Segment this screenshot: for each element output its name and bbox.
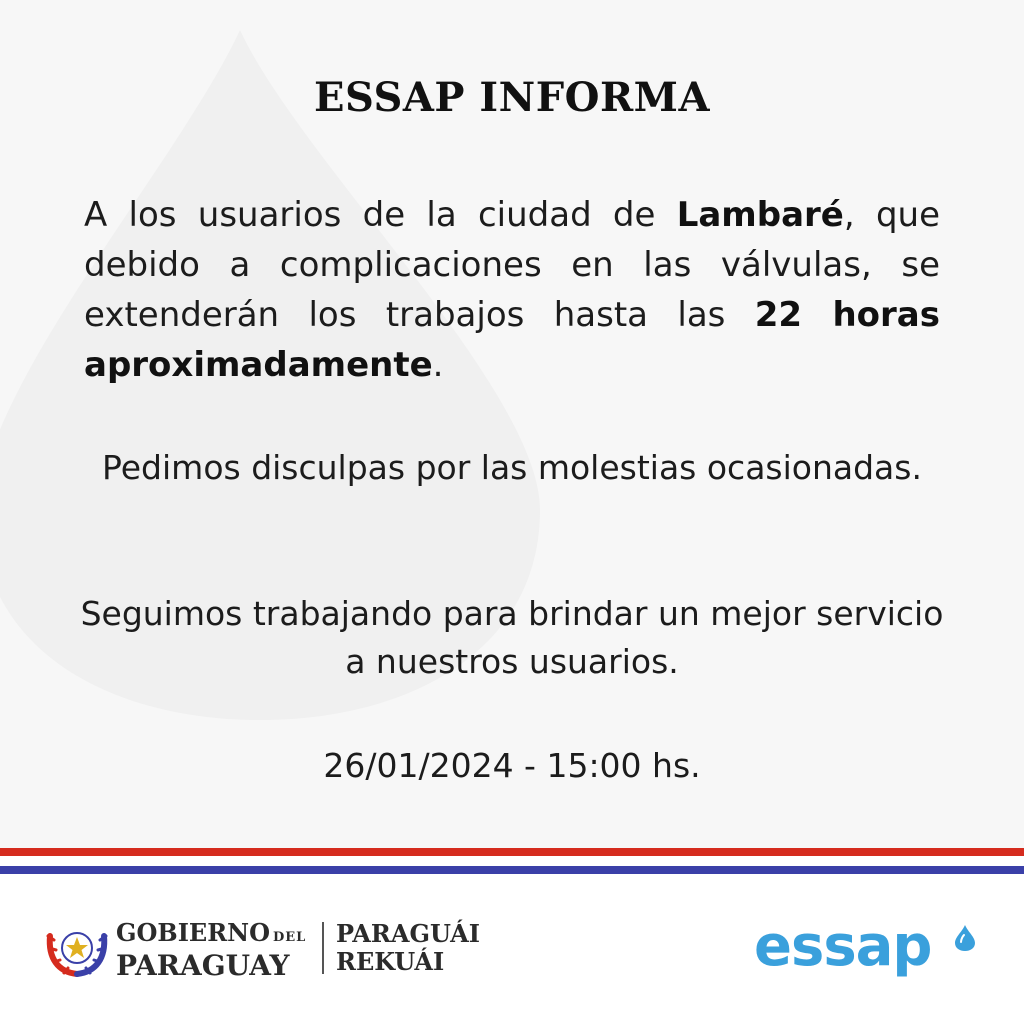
intro-text-end: . bbox=[432, 345, 444, 385]
apology-paragraph: Pedimos disculpas por las molestias ocasionadas. bbox=[102, 448, 922, 487]
gov-line2: PARAGUAY bbox=[116, 949, 290, 982]
city-name: Lambaré bbox=[676, 195, 844, 235]
time-highlight: 22 horas aproximadamente bbox=[84, 295, 940, 385]
commitment-paragraph: Seguimos trabajando para brindar un mejor servicio a nuestros usuarios. bbox=[80, 594, 944, 681]
flag-stripe-red bbox=[0, 848, 1024, 856]
essap-logo bbox=[754, 914, 984, 988]
date-time: 26/01/2024 - 15:00 hs. bbox=[323, 746, 701, 785]
motto-line2: REKUÁI bbox=[336, 947, 445, 976]
essap-wordmark: essap bbox=[754, 914, 932, 979]
flag-stripe-blue bbox=[0, 866, 1024, 874]
intro-text-middle: , que debido a complicaciones en las válvulas, se extenderán los trabajos hasta las bbox=[84, 195, 940, 335]
motto-line1: PARAGUÁI bbox=[336, 919, 481, 948]
intro-paragraph bbox=[84, 190, 940, 390]
footer-divider bbox=[322, 922, 324, 974]
intro-text-start: A los usuarios de la ciudad de bbox=[84, 195, 677, 235]
footer bbox=[0, 874, 1024, 1024]
gov-line1: GOBIERNO bbox=[116, 918, 270, 947]
paraguay-seal-icon bbox=[44, 918, 110, 980]
gov-del: DEL bbox=[273, 930, 307, 945]
flag-stripes bbox=[0, 848, 1024, 874]
government-name bbox=[116, 920, 306, 981]
flag-stripe-white bbox=[0, 856, 1024, 866]
page-title: ESSAP INFORMA bbox=[314, 74, 710, 121]
government-motto bbox=[336, 920, 480, 976]
water-drop-icon bbox=[954, 924, 976, 952]
